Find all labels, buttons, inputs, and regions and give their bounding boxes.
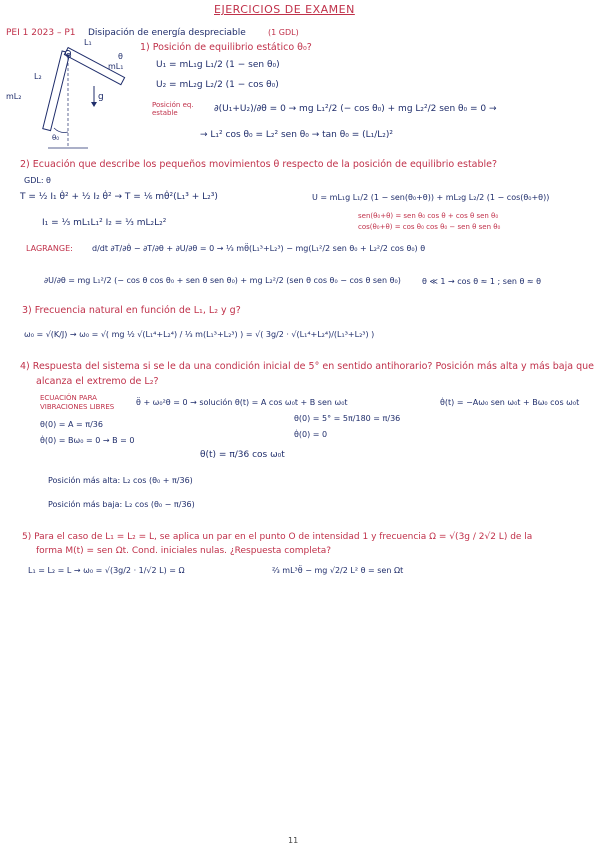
q4-derivative: θ̇(t) = −Aω₀ sen ω₀t + Bω₀ cos ω₀t	[440, 398, 580, 407]
page-header: EJERCICIOS DE EXAMEN	[214, 3, 355, 16]
q2-gdl: GDL: θ	[24, 176, 51, 185]
q3-equation: ω₀ = √(K/J) → ω₀ = √( mg ½ √(L₁⁴+L₂⁴) / ⅓ m(L₁³+L₂³) ) = √( 3g/2 · √(L₁⁴+L₂⁴)/(L₁³+L₂³) )	[24, 330, 375, 339]
q2-dudtheta: ∂U/∂θ = mg L₁²/2 (− cos θ cos θ₀ + sen θ sen θ₀) + mg L₂²/2 (sen θ cos θ₀ − cos θ sen θ₀)	[44, 276, 401, 285]
q5-question-1: 5) Para el caso de L₁ = L₂ = L, se aplica un par en el punto O de intensidad 1 y frecuencia Ω = √(3g / 2√2 L) de la	[22, 532, 533, 542]
q4-highest: Posición más alta: L₂ cos (θ₀ + π/36)	[48, 476, 193, 485]
q4-lowest: Posición más baja: L₂ cos (θ₀ − π/36)	[48, 500, 195, 509]
q4-A: θ(0) = A = π/36	[40, 420, 103, 429]
q2-U: U = mL₁g L₁/2 (1 − sen(θ₀+θ)) + mL₂g L₂/2 (1 − cos(θ₀+θ))	[312, 193, 550, 202]
q4-cond-1: θ(0) = 5° = 5π/180 = π/36	[294, 414, 401, 423]
label-L1: L₁	[84, 38, 92, 47]
label-g: g	[98, 92, 104, 102]
label-O: O	[66, 52, 72, 60]
q2-T: T = ½ I₁ θ̇² + ½ I₂ θ̇² → T = ⅙ mθ̇²(L₁³ + L₂³)	[20, 192, 218, 202]
pendulum-figure	[8, 36, 148, 156]
q1-question: 1) Posición de equilibrio estático θ₀?	[140, 42, 312, 53]
q4-B: θ̇(0) = Bω₀ = 0 → B = 0	[40, 436, 135, 445]
q5-question-2: forma M(t) = sen Ωt. Cond. iniciales nulas. ¿Respuesta completa?	[36, 546, 332, 556]
gdl-note: (1 GDL)	[268, 28, 299, 37]
q4-label-2: VIBRACIONES LIBRES	[40, 403, 115, 411]
q1-eq1: ∂(U₁+U₂)/∂θ = 0 → mg L₁²/2 (− cos θ₀) + mg L₂²/2 sen θ₀ = 0 →	[214, 104, 497, 114]
q2-question: 2) Ecuación que describe los pequeños movimientos θ respecto de la posición de equilibrio estable?	[20, 159, 498, 170]
problem-code: PEI 1 2023 – P1	[6, 28, 76, 38]
label-m1: mL₁	[108, 62, 124, 71]
q2-trig2: cos(θ₀+θ) = cos θ₀ cos θ₀ − sen θ sen θ₀	[358, 223, 501, 231]
q1-u1: U₁ = mL₁g L₁/2 (1 − sen θ₀)	[156, 60, 280, 70]
q4-question-2: alcanza el extremo de L₂?	[36, 376, 159, 387]
q2-small-angle: θ ≪ 1 → cos θ ≈ 1 ; sen θ ≈ θ	[422, 277, 542, 286]
q5-eq2: ⅔ mL³θ̈ − mg √2/2 L² θ = sen Ωt	[272, 566, 404, 575]
q2-lagrange-label: LAGRANGE:	[26, 244, 73, 253]
label-theta0: θ₀	[52, 134, 60, 142]
q4-solution: θ(t) = π/36 cos ω₀t	[200, 450, 285, 460]
q4-label-1: ECUACIÓN PARA	[40, 394, 97, 402]
q1-u2: U₂ = mL₂g L₂/2 (1 − cos θ₀)	[156, 80, 279, 90]
label-theta: θ	[118, 52, 123, 61]
q1-eq2: → L₁² cos θ₀ = L₂² sen θ₀ → tan θ₀ = (L₁/L₂)²	[200, 130, 394, 140]
q5-eq1: L₁ = L₂ = L → ω₀ = √(3g/2 · 1/√2 L) = Ω	[28, 566, 185, 575]
page-number: 11	[288, 836, 299, 845]
q1-label-eq: Posición eq. estable	[152, 101, 194, 118]
q3-question: 3) Frecuencia natural en función de L₁, L₂ y g?	[22, 305, 241, 316]
q2-trig1: sen(θ₀+θ) = sen θ₀ cos θ + cos θ sen θ₀	[358, 212, 499, 220]
label-m2: mL₂	[6, 92, 22, 101]
q2-lagrange: d/dt ∂T/∂θ̇ − ∂T/∂θ + ∂U/∂θ = 0 → ⅓ mθ̈(L₁³+L₂³) − mg(L₁²/2 sen θ₀ + L₂²/2 cos θ₀) θ	[92, 244, 426, 253]
q2-inertia: I₁ = ⅓ mL₁L₁² I₂ = ⅓ mL₂L₂²	[42, 218, 167, 228]
label-L2: L₂	[34, 72, 42, 81]
problem-title: Disipación de energía despreciable	[88, 28, 246, 38]
q4-equation: θ̈ + ω₀²θ = 0 → solución θ(t) = A cos ω₀t + B sen ω₀t	[136, 398, 348, 407]
q4-cond-2: θ̇(0) = 0	[294, 430, 328, 439]
q4-question-1: 4) Respuesta del sistema si se le da una condición inicial de 5° en sentido antihorario? Posición más alta y más baja que	[20, 361, 594, 372]
